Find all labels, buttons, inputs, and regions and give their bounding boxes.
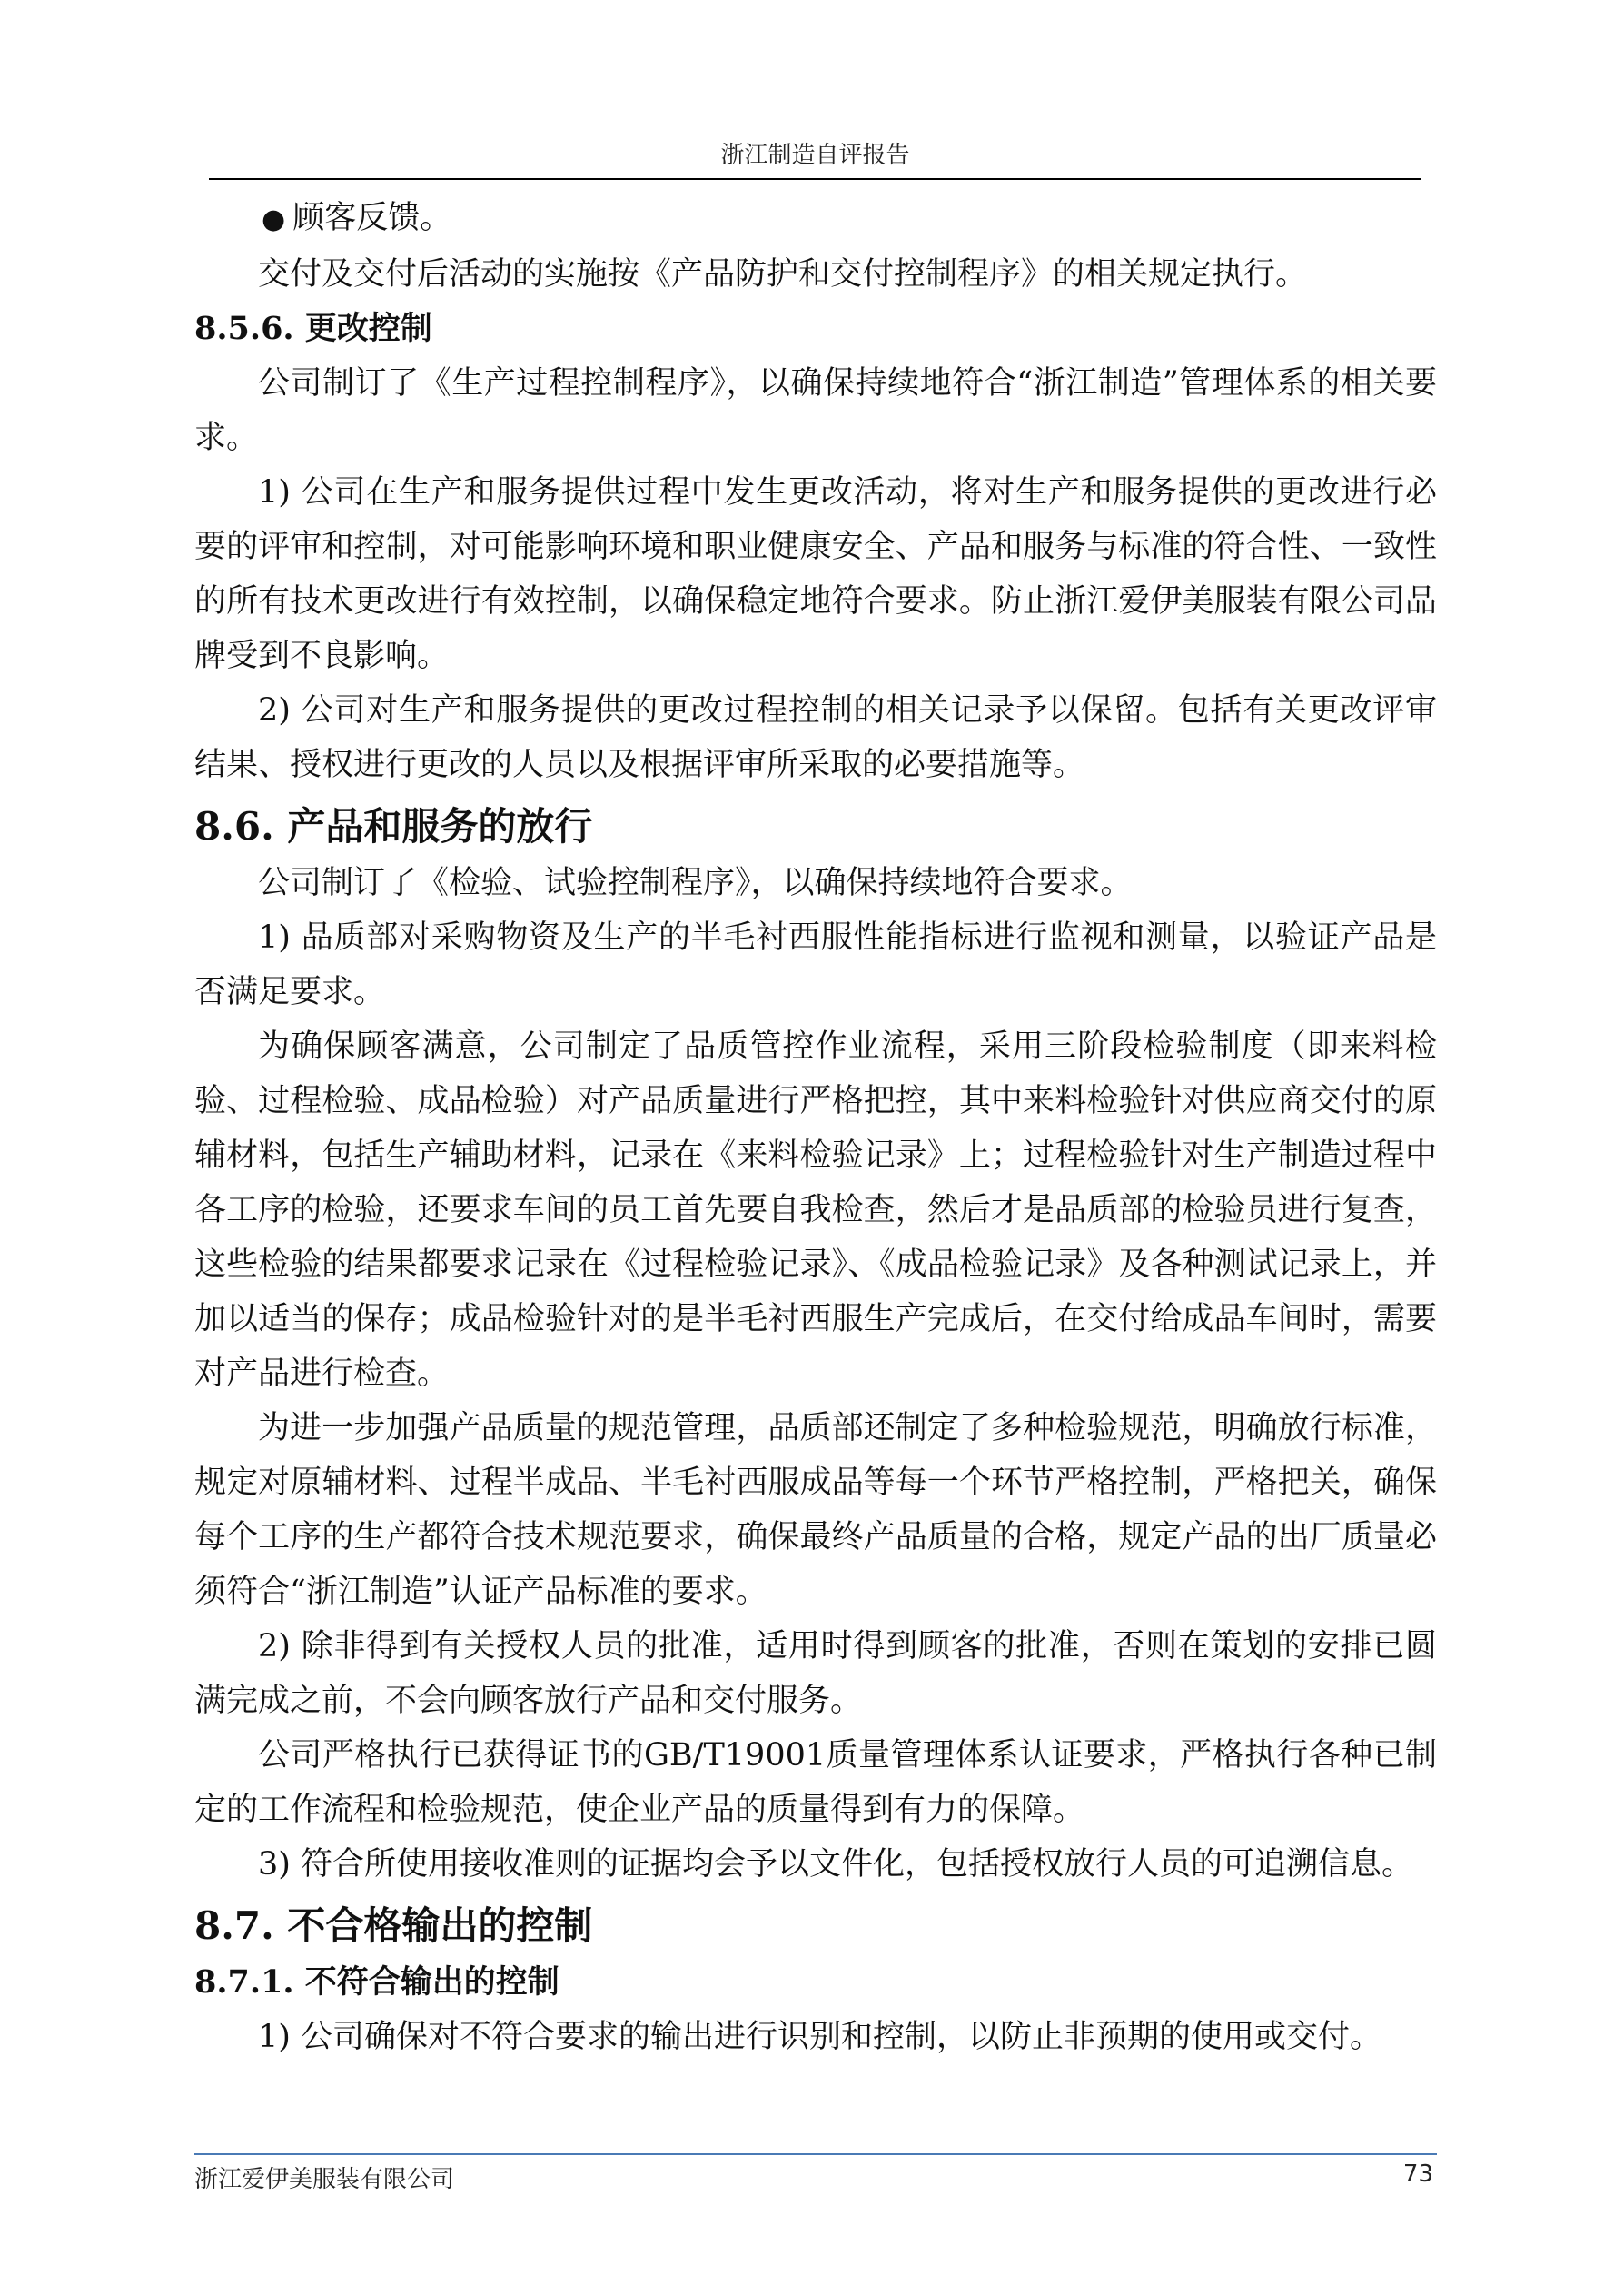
paragraph-856-3: 2) 公司对生产和服务提供的更改过程控制的相关记录予以保留。包括有关更改评审结果、授权进行更改的人员以及根据评审所采取的必要措施等。: [194, 692, 1437, 783]
heading-8-7-1: 8.7.1. 不符合输出的控制: [194, 1963, 559, 2001]
document-body: [194, 191, 1437, 2064]
paragraph-86-2: 1) 品质部对采购物资及生产的半毛衬西服性能指标进行监视和测量，以验证产品是否满足要求。: [194, 919, 1437, 1010]
bullet-dot-icon: ●: [262, 204, 286, 235]
paragraph-86-1: 公司制订了《检验、试验控制程序》，以确保持续地符合要求。: [258, 865, 1133, 901]
footer-company: 浙江爱伊美服装有限公司: [194, 2166, 455, 2193]
paragraph-871-1: 1) 公司确保对不符合要求的输出进行识别和控制，以防止非预期的使用或交付。: [258, 2019, 1382, 2055]
page-number: 73: [1402, 2161, 1433, 2188]
paragraph-86-4: 为进一步加强产品质量的规范管理，品质部还制定了多种检验规范，明确放行标准，规定对原辅材料、过程半成品、半毛衬西服成品等每一个环节严格控制，严格把关，确保每个工序的生产都符合技术规范要求，确保最终产品质量的合格，规定产品的出厂质量必须符合“浙江制造”认证产品标准的要求。: [194, 1410, 1437, 1610]
paragraph-86-5: 2) 除非得到有关授权人员的批准，适用时得到顾客的批准，否则在策划的安排已圆满完成之前，不会向顾客放行产品和交付服务。: [194, 1628, 1437, 1719]
paragraph-856-2: 1) 公司在生产和服务提供过程中发生更改活动，将对生产和服务提供的更改进行必要的评审和控制，对可能影响环境和职业健康安全、产品和服务与标准的符合性、一致性的所有技术更改进行有效控制，以确保稳定地符合要求。防止浙江爱伊美服装有限公司品牌受到不良影响。: [194, 474, 1437, 674]
page-header-title: 浙江制造自评报告: [720, 142, 910, 169]
heading-8-6: 8.6. 产品和服务的放行: [194, 804, 593, 849]
header-divider: [209, 178, 1421, 180]
bullet-item: [194, 191, 1437, 247]
paragraph-86-6: 公司严格执行已获得证书的GB/T19001质量管理体系认证要求，严格执行各种已制定的工作流程和检验规范，使企业产品的质量得到有力的保障。: [194, 1737, 1437, 1828]
heading-8-7: 8.7. 不合格输出的控制: [194, 1903, 593, 1948]
paragraph-856-1: 公司制订了《生产过程控制程序》，以确保持续地符合“浙江制造”管理体系的相关要求。: [194, 365, 1437, 456]
paragraph-delivery: 交付及交付后活动的实施按《产品防护和交付控制程序》的相关规定执行。: [258, 256, 1308, 293]
heading-8-5-6: 8.5.6. 更改控制: [194, 310, 432, 347]
paragraph-86-7: 3) 符合所使用接收准则的证据均会予以文件化，包括授权放行人员的可追溯信息。: [258, 1846, 1414, 1883]
footer-divider: [194, 2153, 1437, 2155]
paragraph-86-3: 为确保顾客满意，公司制定了品质管控作业流程，采用三阶段检验制度（即来料检验、过程检验、成品检验）对产品质量进行严格把控，其中来料检验针对供应商交付的原辅材料，包括生产辅助材料，记录在《来料检验记录》上；过程检验针对生产制造过程中各工序的检验，还要求车间的员工首先要自我检查，然后才是品质部的检验员进行复查，这些检验的结果都要求记录在《过程检验记录》、《成品检验记录》及各种测试记录上，并加以适当的保存；成品检验针对的是半毛衬西服生产完成后，在交付给成品车间时，需要对产品进行检查。: [194, 1028, 1437, 1392]
bullet-text: 顾客反馈。: [292, 200, 452, 236]
